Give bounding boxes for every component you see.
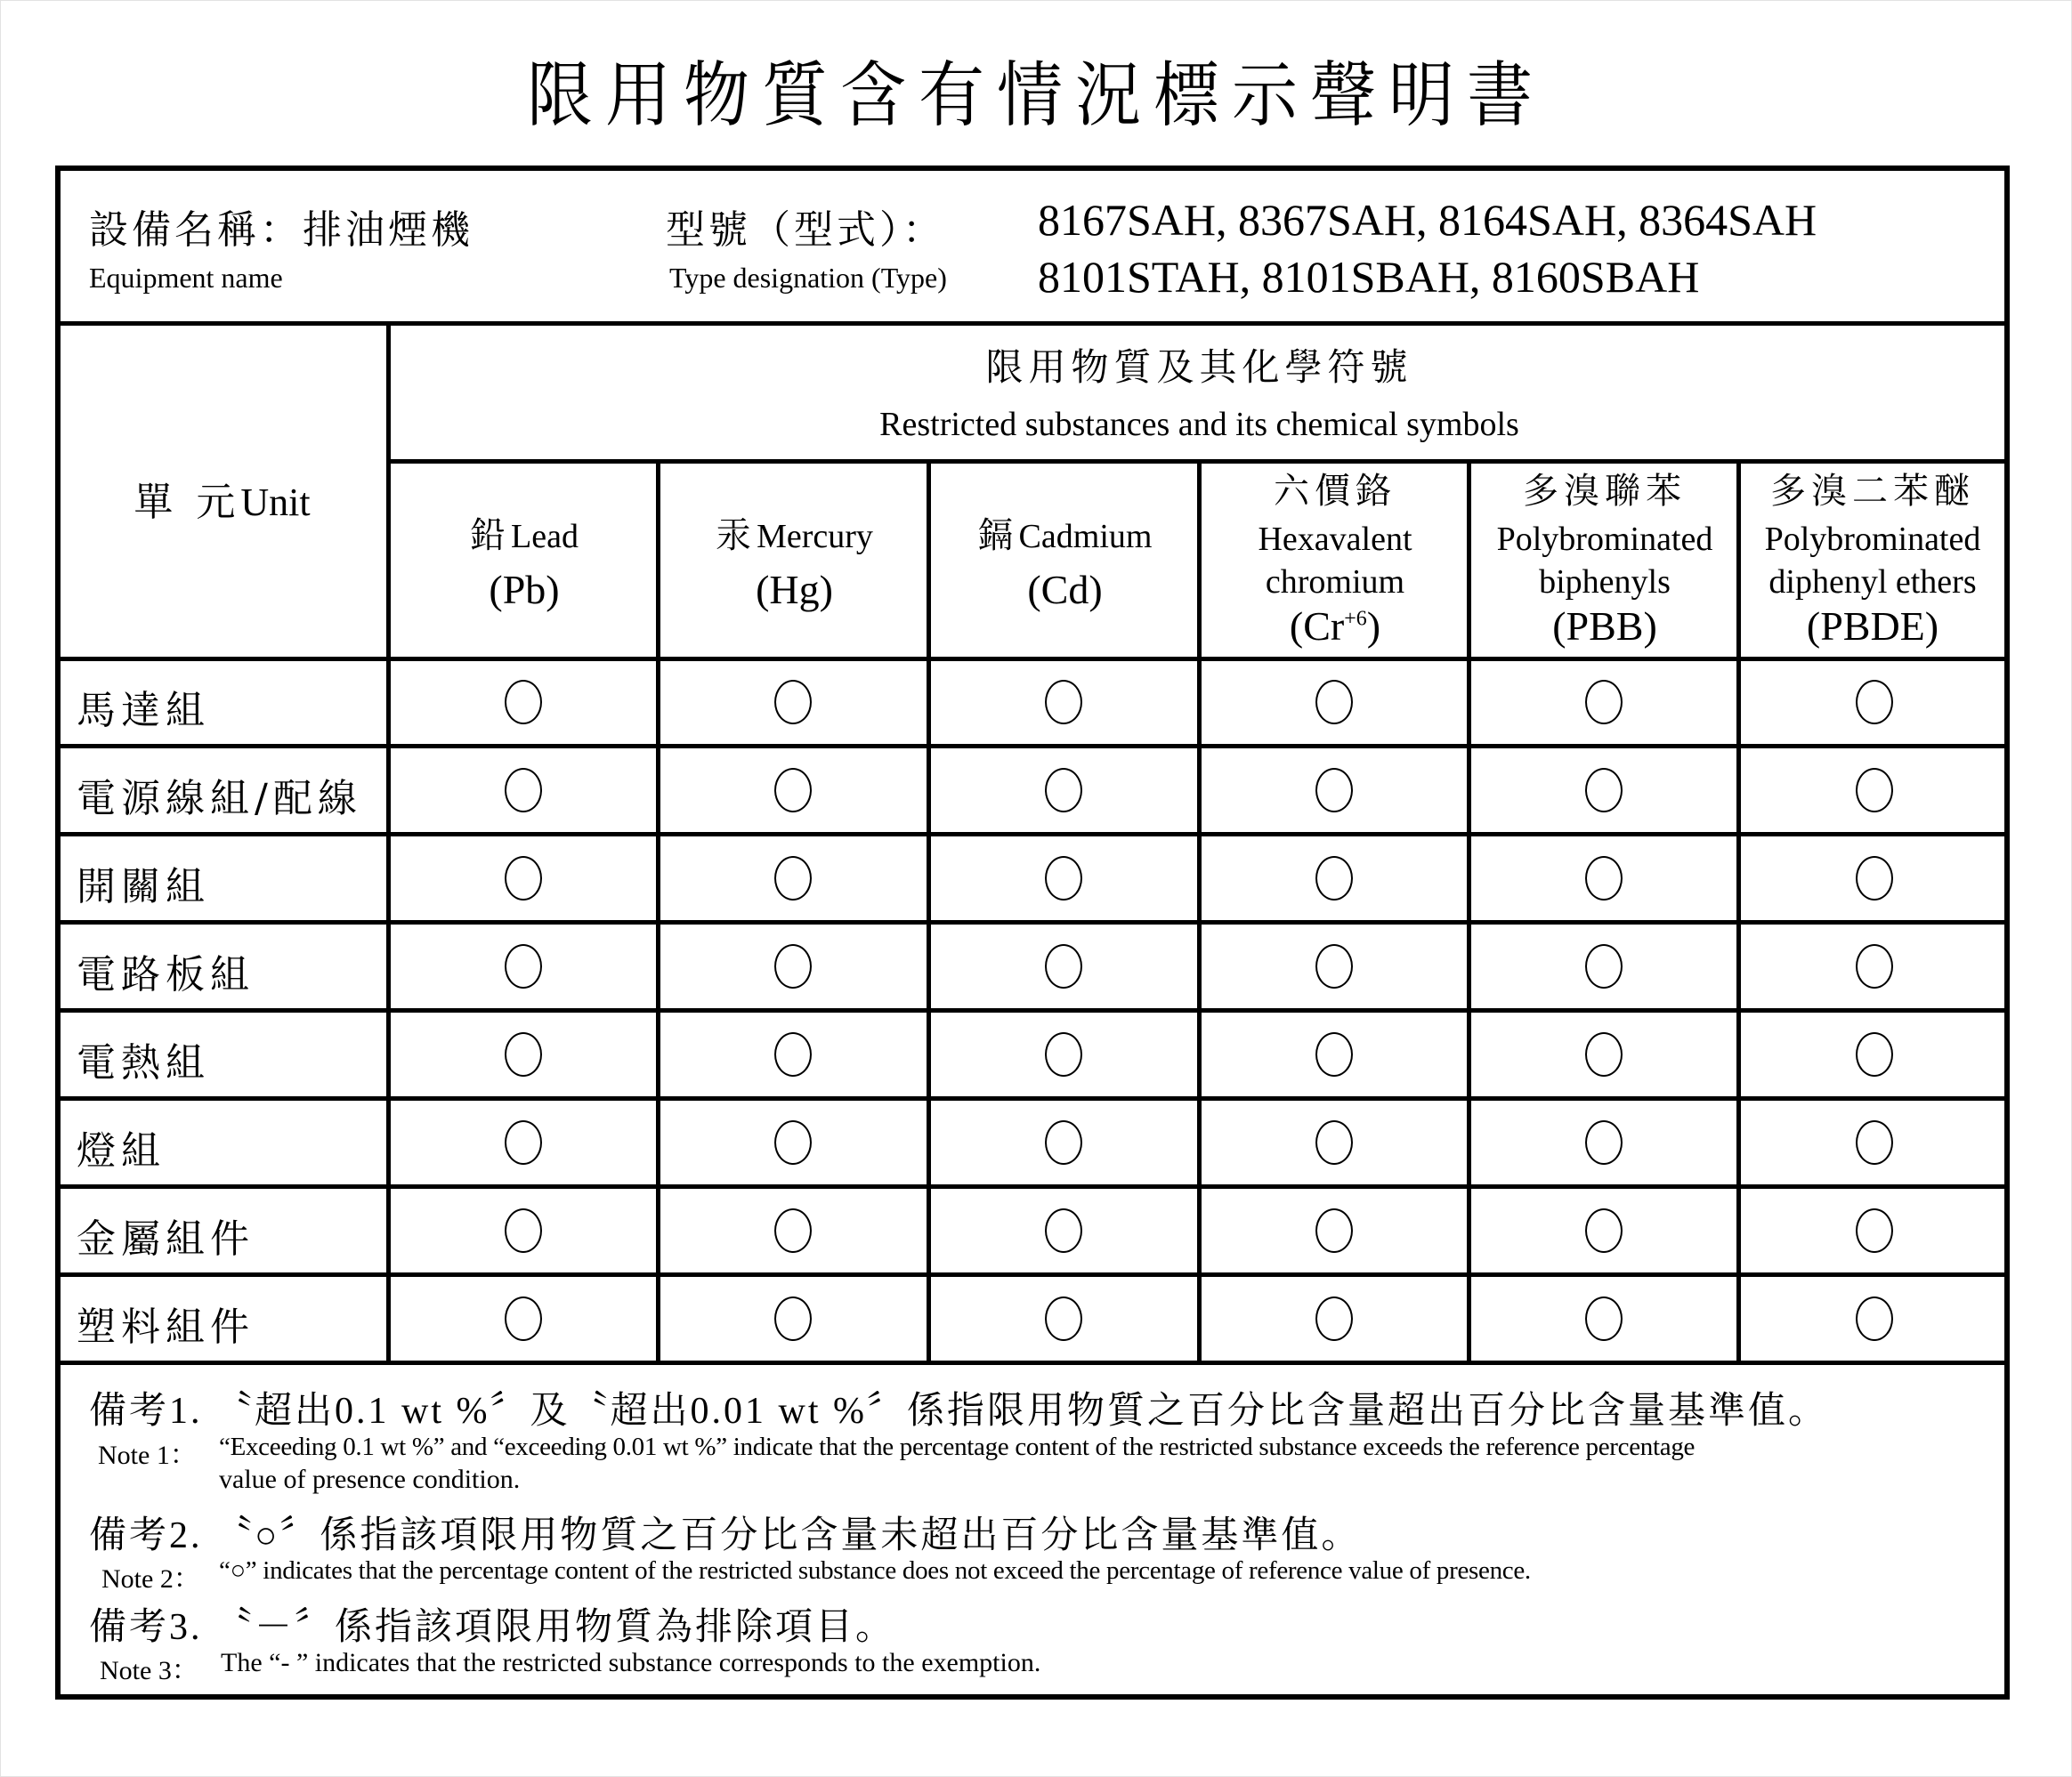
compliance-circle-mark xyxy=(1315,944,1353,989)
pbde-label-cn: 多溴二苯醚 xyxy=(1770,471,1975,512)
compliance-circle-mark xyxy=(505,1120,542,1165)
row-unit-label: 塑料組件 xyxy=(77,1304,255,1350)
compliance-circle-mark xyxy=(1585,1296,1623,1341)
compliance-circle-mark xyxy=(774,1032,812,1077)
compliance-circle-mark xyxy=(1856,1296,1893,1341)
compliance-circle-mark xyxy=(1315,680,1353,724)
compliance-circle-mark xyxy=(774,1296,812,1341)
note-1-label: Note 1： xyxy=(98,1441,197,1470)
compliance-circle-mark xyxy=(1045,1296,1082,1341)
compliance-circle-mark xyxy=(1856,768,1893,812)
compliance-circle-mark xyxy=(505,680,542,724)
note-3-label: Note 3： xyxy=(100,1656,198,1685)
compliance-circle-mark xyxy=(1045,1208,1082,1253)
equipment-name-label-en: Equipment name xyxy=(89,262,283,294)
compliance-circle-mark xyxy=(505,944,542,989)
compliance-circle-mark xyxy=(505,1032,542,1077)
note-1-cn: 備考1. 〝超出0.1 wt %〞及〝超出0.01 wt %〞係指限用物質之百分比含量超出百分比含量基準值。 xyxy=(89,1391,1828,1432)
compliance-circle-mark xyxy=(1045,856,1082,901)
cadmium-label-en: Cadmium xyxy=(1018,518,1153,555)
row-unit-label: 電源線組/配線 xyxy=(77,776,362,821)
compliance-circle-mark xyxy=(774,768,812,812)
compliance-circle-mark xyxy=(1315,1208,1353,1253)
compliance-circle-mark xyxy=(1585,768,1623,812)
document-title: 限用物質含有情況標示聲明書 xyxy=(527,54,1545,137)
compliance-circle-mark xyxy=(1856,856,1893,901)
row-unit-label: 電熱組 xyxy=(77,1040,210,1086)
compliance-circle-mark xyxy=(774,1120,812,1165)
column-header-mercury xyxy=(660,466,928,657)
notes-divider xyxy=(55,1361,2010,1365)
compliance-circle-mark xyxy=(1315,768,1353,812)
lead-label-en: Lead xyxy=(511,518,579,555)
row-divider xyxy=(55,1184,2010,1189)
note-3-cn: 備考3. 〝－〞係指該項限用物質為排除項目。 xyxy=(89,1607,896,1648)
compliance-circle-mark xyxy=(1045,680,1082,724)
note-2-cn: 備考2. 〝○〞係指該項限用物質之百分比含量未超出百分比含量基準值。 xyxy=(89,1515,1362,1556)
column-header-cadmium xyxy=(931,466,1199,657)
substances-header-cn: 限用物質及其化學符號 xyxy=(985,345,1413,389)
compliance-circle-mark xyxy=(774,1208,812,1253)
compliance-circle-mark xyxy=(1856,1208,1893,1253)
lead-symbol: (Pb) xyxy=(489,567,560,612)
pbb-label-en-2: biphenyls xyxy=(1539,563,1671,601)
row-divider xyxy=(55,1008,2010,1013)
type-designation-label-cn: 型號（型式）： xyxy=(666,207,945,253)
pbb-symbol: (PBB) xyxy=(1552,603,1657,649)
column-header-divider xyxy=(55,657,2010,661)
chromium-symbol: $(Cr^{+6})$ xyxy=(1289,603,1381,649)
compliance-circle-mark xyxy=(1585,680,1623,724)
compliance-circle-mark xyxy=(1315,856,1353,901)
pbb-label-cn: 多溴聯苯 xyxy=(1523,471,1687,512)
compliance-circle-mark xyxy=(1585,1032,1623,1077)
row-unit-label: 電路板組 xyxy=(77,952,255,998)
column-header-pbde xyxy=(1741,466,2004,657)
pbde-symbol: (PBDE) xyxy=(1806,603,1939,649)
compliance-circle-mark xyxy=(1315,1120,1353,1165)
note-1-en-line-1: “Exceeding 0.1 wt %” and “exceeding 0.01 wt %” indicate that the percentage content of the restricted substance exceeds the reference percentage xyxy=(219,1433,1696,1461)
compliance-circle-mark xyxy=(505,768,542,812)
model-list-line-2: 8101STAH, 8101SBAH, 8160SBAH xyxy=(1038,252,1700,302)
header-divider xyxy=(55,321,2010,326)
row-unit-label: 燈組 xyxy=(77,1128,166,1174)
row-divider xyxy=(55,1096,2010,1101)
model-list-line-1: 8167SAH, 8367SAH, 8164SAH, 8364SAH xyxy=(1038,195,1817,245)
mercury-label-cn: 汞 xyxy=(716,515,757,556)
note-1-en-line-2: value of presence condition. xyxy=(219,1465,521,1494)
compliance-circle-mark xyxy=(1585,856,1623,901)
compliance-circle-mark xyxy=(505,1208,542,1253)
column-header-pbb xyxy=(1471,466,1738,657)
compliance-circle-mark xyxy=(1856,680,1893,724)
cadmium-label-cn: 鎘 xyxy=(977,515,1019,556)
equipment-name-label-cn: 設備名稱：排油煙機 xyxy=(89,207,473,253)
chromium-label-en-2: chromium xyxy=(1265,563,1405,601)
unit-header: 單 元Unit xyxy=(134,480,311,525)
row-divider xyxy=(55,920,2010,925)
compliance-circle-mark xyxy=(774,680,812,724)
row-unit-label: 開關組 xyxy=(77,864,210,909)
column-header-hexavalent-chromium xyxy=(1202,466,1469,657)
compliance-circle-mark xyxy=(1856,1120,1893,1165)
compliance-circle-mark xyxy=(1585,1208,1623,1253)
note-2-label: Note 2： xyxy=(101,1564,200,1594)
row-divider xyxy=(55,744,2010,748)
mercury-label-en: Mercury xyxy=(757,518,873,555)
compliance-circle-mark xyxy=(1045,768,1082,812)
compliance-circle-mark xyxy=(505,856,542,901)
row-unit-label: 馬達組 xyxy=(77,688,210,733)
type-designation-label-en: Type designation (Type) xyxy=(669,262,947,294)
pbde-label-en-1: Polybrominated xyxy=(1764,521,1981,558)
note-2-en-line-1: “○” indicates that the percentage content of the restricted substance does not exceed the percentage of reference value of presence. xyxy=(219,1556,1531,1585)
cadmium-symbol: (Cd) xyxy=(1027,567,1103,612)
row-unit-label: 金屬組件 xyxy=(77,1216,255,1262)
compliance-circle-mark xyxy=(505,1296,542,1341)
compliance-circle-mark xyxy=(1315,1296,1353,1341)
column-header-lead xyxy=(391,466,658,657)
substances-header-en: Restricted substances and its chemical symbols xyxy=(879,406,1519,443)
compliance-circle-mark xyxy=(1045,944,1082,989)
lead-label-cn: 鉛 xyxy=(470,515,512,556)
row-divider xyxy=(55,1272,2010,1277)
chromium-label-cn: 六價鉻 xyxy=(1274,471,1396,512)
compliance-circle-mark xyxy=(1315,1032,1353,1077)
compliance-circle-mark xyxy=(1856,1032,1893,1077)
compliance-circle-mark xyxy=(774,944,812,989)
compliance-circle-mark xyxy=(774,856,812,901)
compliance-circle-mark xyxy=(1856,944,1893,989)
compliance-circle-mark xyxy=(1045,1032,1082,1077)
chromium-label-en-1: Hexavalent xyxy=(1258,521,1412,558)
pbb-label-en-1: Polybrominated xyxy=(1496,521,1713,558)
pbde-label-en-2: diphenyl ethers xyxy=(1768,563,1977,601)
mercury-symbol: (Hg) xyxy=(756,567,833,612)
note-3-en-line-1: The “- ” indicates that the restricted substance corresponds to the exemption. xyxy=(221,1648,1041,1677)
compliance-circle-mark xyxy=(1585,1120,1623,1165)
compliance-circle-mark xyxy=(1045,1120,1082,1165)
compliance-circle-mark xyxy=(1585,944,1623,989)
row-divider xyxy=(55,832,2010,836)
